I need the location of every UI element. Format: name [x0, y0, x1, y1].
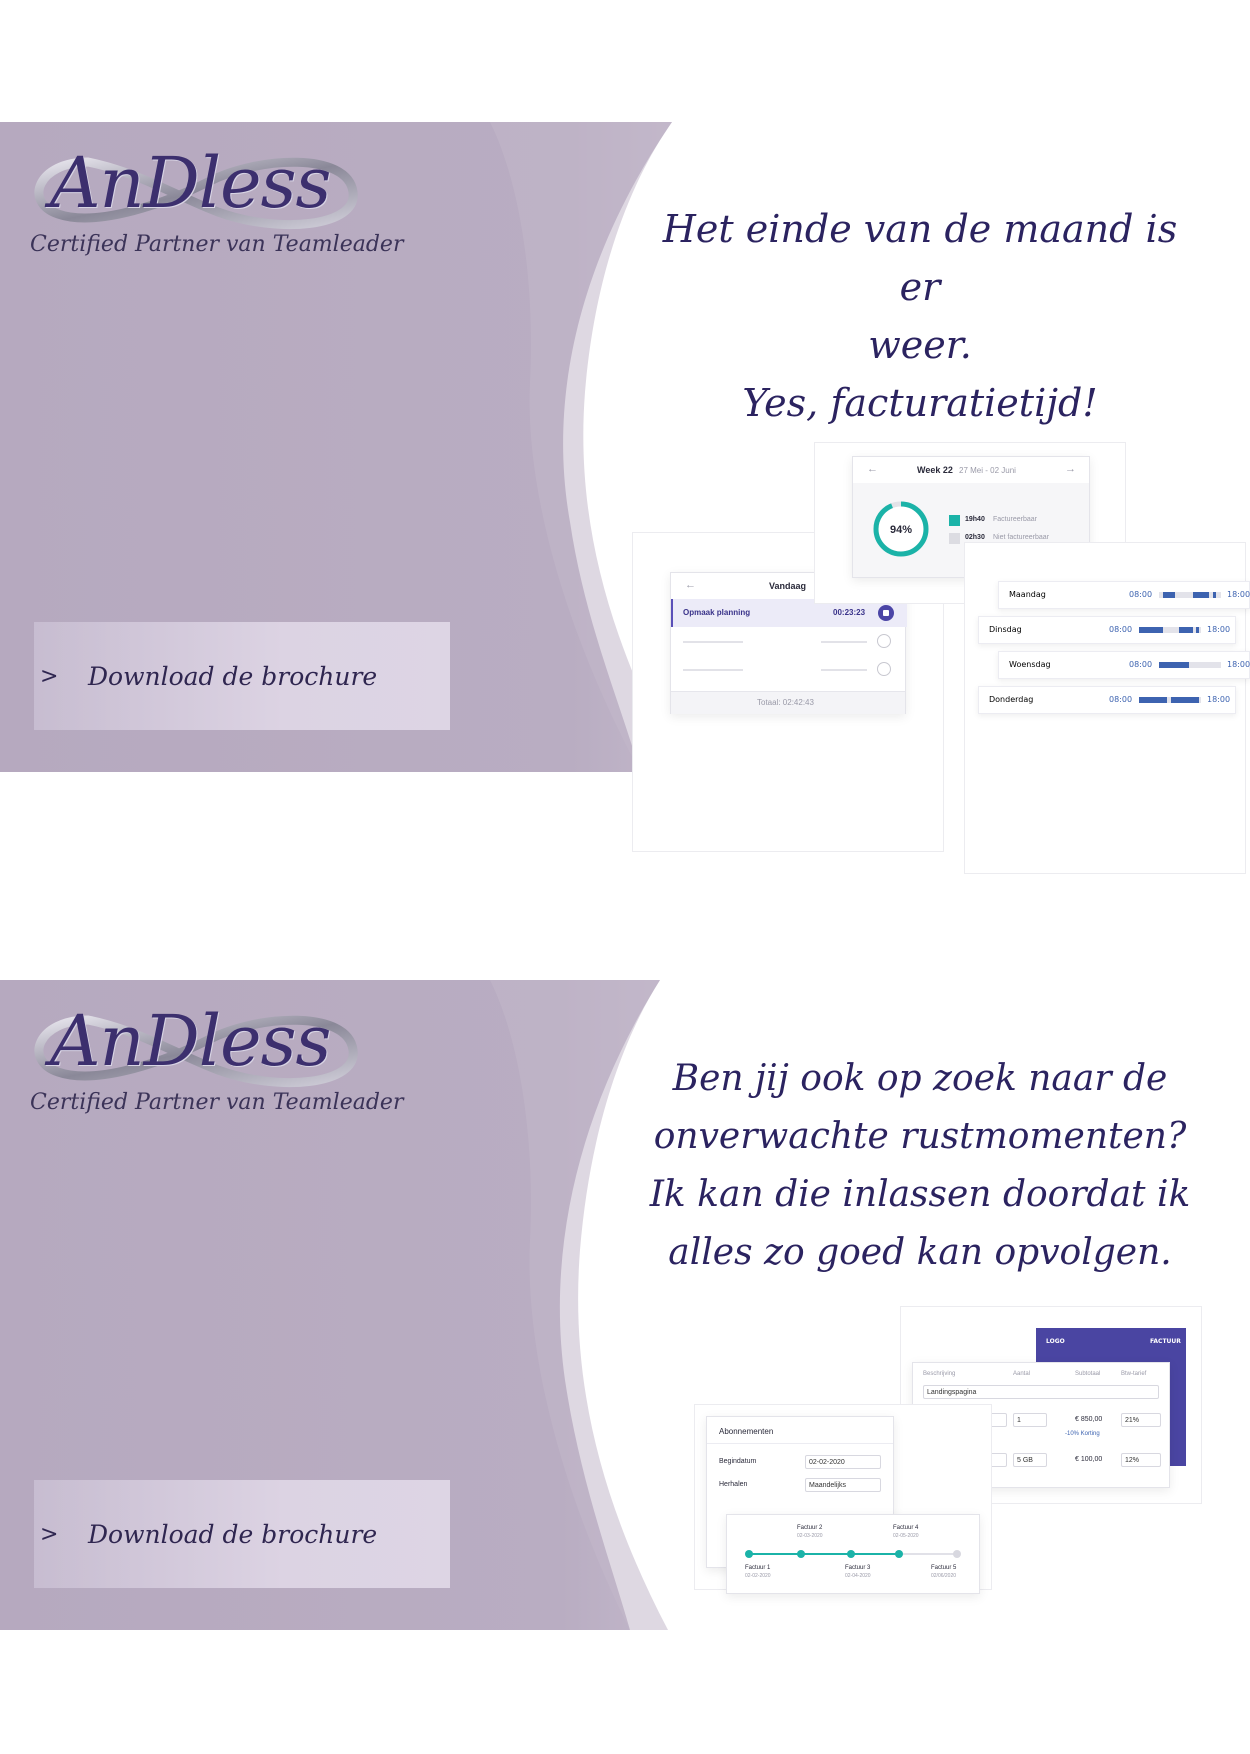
- day-name: Woensdag: [1009, 660, 1051, 669]
- day-bar: [1159, 662, 1221, 668]
- placeholder-line: [821, 641, 867, 643]
- day-row[interactable]: [998, 581, 1250, 609]
- play-icon[interactable]: [877, 634, 891, 648]
- chevron-right-icon: >: [40, 663, 59, 689]
- day-start: 08:00: [1109, 625, 1133, 634]
- vat-select[interactable]: 12%: [1121, 1453, 1161, 1467]
- discount-link[interactable]: -10% Korting: [1065, 1431, 1100, 1437]
- today-footer: [671, 691, 905, 714]
- vat-select[interactable]: 21%: [1121, 1413, 1161, 1427]
- quantity-stepper[interactable]: 5 GB: [1013, 1453, 1047, 1467]
- day-row[interactable]: [978, 616, 1236, 644]
- logo-wordmark: AnDless: [50, 142, 331, 224]
- week-header: [853, 457, 1089, 484]
- day-row[interactable]: [998, 651, 1250, 679]
- divider: [707, 1443, 893, 1444]
- invoice-logo: LOGO: [1046, 1338, 1065, 1345]
- timeline-date: 02-05-2020: [893, 1533, 919, 1539]
- headline-line: Yes, facturatietijd!: [742, 381, 1098, 425]
- day-name: Dinsdag: [989, 625, 1022, 634]
- day-start: 08:00: [1129, 660, 1153, 669]
- donut-percent: 94%: [889, 524, 913, 536]
- play-icon[interactable]: [877, 662, 891, 676]
- day-end: 18:00: [1227, 660, 1250, 669]
- arrow-left-icon[interactable]: ←: [867, 463, 878, 475]
- headline-line: Ik kan die inlassen doordat ik: [649, 1174, 1191, 1215]
- timeline-dot[interactable]: [797, 1550, 805, 1558]
- repeat-select[interactable]: Maandelijks: [805, 1478, 881, 1492]
- chevron-right-icon: >: [40, 1521, 59, 1547]
- day-name: Maandag: [1009, 590, 1046, 599]
- slide-2-headline: [640, 1050, 1200, 1282]
- headline-line: onverwachte rustmomenten?: [653, 1116, 1187, 1157]
- timeline-date: 02/06/2020: [931, 1573, 957, 1579]
- timeline-date: 02-04-2020: [845, 1573, 871, 1579]
- slide-2: [0, 980, 1240, 1630]
- logo-tagline: Certified Partner van Teamleader: [30, 1090, 404, 1115]
- col-header: Aantal: [1013, 1371, 1031, 1377]
- invoice-title: FACTUUR: [1150, 1338, 1181, 1345]
- stop-timer-icon[interactable]: [878, 605, 894, 621]
- download-brochure-label: Download de brochure: [88, 661, 378, 691]
- timeline-label: Factuur 5: [931, 1565, 957, 1571]
- timeline-date: 02-02-2020: [745, 1573, 771, 1579]
- timeline-label: Factuur 1: [745, 1565, 771, 1571]
- line-subtotal: € 850,00: [1075, 1416, 1103, 1423]
- arrow-left-icon[interactable]: ←: [685, 579, 696, 591]
- billable-donut: [871, 499, 931, 559]
- timeline-label: Factuur 2: [797, 1525, 823, 1531]
- placeholder-line: [821, 669, 867, 671]
- start-date-label: Begindatum: [719, 1458, 757, 1465]
- day-bar: [1159, 592, 1221, 598]
- day-bar: [1139, 697, 1201, 703]
- col-header: Beschrijving: [923, 1371, 956, 1377]
- day-end: 18:00: [1207, 695, 1231, 704]
- day-end: 18:00: [1207, 625, 1231, 634]
- slide-1: [0, 122, 1250, 772]
- legend-label-nonbillable: Niet factureerbaar: [993, 534, 1050, 541]
- timeline-dot[interactable]: [847, 1550, 855, 1558]
- headline-line: weer.: [868, 323, 972, 367]
- download-brochure-button[interactable]: [34, 622, 450, 730]
- timeline-dot[interactable]: [745, 1550, 753, 1558]
- timeline-label: Factuur 3: [845, 1565, 871, 1571]
- day-bar: [1139, 627, 1201, 633]
- task-timer: 00:23:23: [833, 608, 866, 617]
- day-name: Donderdag: [989, 695, 1034, 704]
- line-subtotal: € 100,00: [1075, 1456, 1103, 1463]
- start-date-input[interactable]: 02-02-2020: [805, 1455, 881, 1469]
- andless-logo: [28, 142, 404, 262]
- timeline-dot[interactable]: [953, 1550, 961, 1558]
- invoice-timeline-card: [726, 1514, 980, 1594]
- timeline-date: 02-03-2020: [797, 1533, 823, 1539]
- timeline-dot[interactable]: [895, 1550, 903, 1558]
- legend-swatch-nonbillable: [949, 533, 960, 544]
- timeline-progress: [749, 1553, 899, 1555]
- day-row[interactable]: [978, 686, 1236, 714]
- day-start: 08:00: [1109, 695, 1133, 704]
- repeat-label: Herhalen: [719, 1481, 748, 1488]
- quantity-stepper[interactable]: 1: [1013, 1413, 1047, 1427]
- week-range: 27 Mei - 02 Juni: [959, 466, 1016, 475]
- task-name: Opmaak planning: [683, 608, 751, 617]
- headline-line: Het einde van de maand is er: [662, 207, 1178, 309]
- subscriptions-title: Abonnementen: [719, 1427, 774, 1436]
- legend-label-billable: Factureerbaar: [993, 516, 1037, 523]
- legend-value-billable: 19h40: [965, 516, 985, 523]
- slide-1-headline: [640, 200, 1200, 432]
- andless-logo: [28, 1000, 404, 1120]
- placeholder-line: [683, 641, 743, 643]
- day-end: 18:00: [1227, 590, 1250, 599]
- legend-swatch-billable: [949, 515, 960, 526]
- logo-wordmark: AnDless: [50, 1000, 331, 1082]
- placeholder-line: [683, 669, 743, 671]
- week-title: Week 22: [917, 465, 953, 475]
- today-title: Vandaag: [769, 581, 807, 591]
- line-description-input[interactable]: Landingspagina: [923, 1385, 1159, 1399]
- arrow-right-icon[interactable]: →: [1065, 463, 1076, 475]
- timeline-label: Factuur 4: [893, 1525, 919, 1531]
- col-header: Subtotaal: [1075, 1371, 1101, 1377]
- download-brochure-button[interactable]: [34, 1480, 450, 1588]
- download-brochure-label: Download de brochure: [88, 1519, 378, 1549]
- headline-line: alles zo goed kan opvolgen.: [668, 1232, 1172, 1273]
- logo-tagline: Certified Partner van Teamleader: [30, 232, 404, 257]
- legend-value-nonbillable: 02h30: [965, 534, 985, 541]
- today-total: Totaal: 02:42:43: [757, 698, 814, 707]
- col-header: Btw-tarief: [1121, 1371, 1147, 1377]
- headline-line: Ben jij ook op zoek naar de: [672, 1058, 1168, 1099]
- day-start: 08:00: [1129, 590, 1153, 599]
